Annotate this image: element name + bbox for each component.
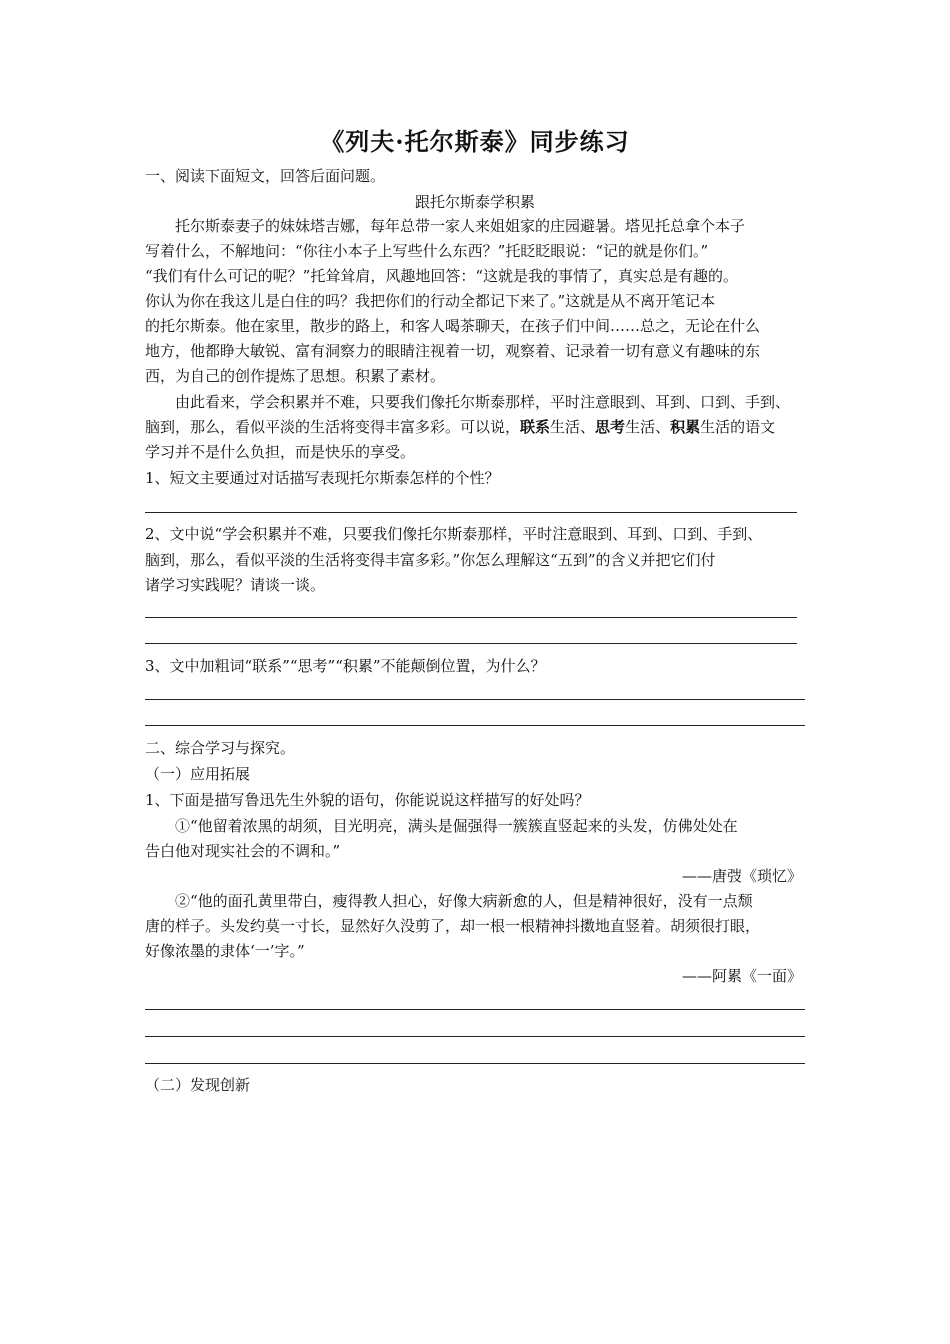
- question-1-section2: 1、下面是描写鲁迅先生外貌的语句，你能说说这样描写的好处吗？: [145, 791, 590, 809]
- question-2-line: 诸学习实践呢？请谈一谈。: [145, 576, 326, 594]
- passage-line: 托尔斯泰妻子的妹妹塔吉娜，每年总带一家人来姐姐家的庄园避暑。塔见托总拿个本子: [175, 217, 746, 235]
- quote-source: ——唐弢《琐忆》: [681, 867, 802, 885]
- answer-line[interactable]: [145, 1036, 805, 1037]
- passage-line: [145, 417, 775, 437]
- page-title: 《列夫·托尔斯泰》同步练习: [320, 127, 630, 156]
- answer-line[interactable]: [145, 725, 805, 726]
- answer-line[interactable]: [145, 512, 797, 513]
- bold-word-jilei: 积累: [670, 418, 701, 436]
- passage-line: 地方，他都睁大敏锐、富有洞察力的眼睛注视着一切，观察着、记录着一切有意义有趣味的东: [145, 342, 761, 360]
- passage-line: 西，为自己的创作提炼了思想。积累了素材。: [145, 367, 446, 385]
- passage-text: 生活的语文: [700, 418, 776, 436]
- answer-line[interactable]: [145, 1009, 805, 1010]
- passage-text: 生活、: [625, 418, 671, 436]
- answer-line[interactable]: [145, 699, 805, 700]
- answer-line[interactable]: [145, 1063, 805, 1064]
- bold-word-sikao: 思考: [595, 418, 626, 436]
- passage-line: 写着什么，不解地问：“你往小本子上写些什么东西？”托眨眨眼说：“记的就是你们。”: [145, 242, 709, 260]
- subsection-heading: （一）应用拓展: [145, 765, 251, 783]
- quote-line: 告白他对现实社会的不调和。”: [145, 842, 341, 860]
- passage-line: 由此看来，学会积累并不难，只要我们像托尔斯泰那样，平时注意眼到、耳到、口到、手到、: [175, 393, 791, 411]
- quote-source: ——阿累《一面》: [681, 967, 802, 985]
- quote-line: ①“他留着浓黑的胡须，目光明亮，满头是倔强得一簇簇直竖起来的头发，仿佛处处在: [175, 817, 738, 835]
- question-1: 1、短文主要通过对话描写表现托尔斯泰怎样的个性？: [145, 469, 500, 487]
- passage-line: 你认为你在我这儿是白住的吗？我把你们的行动全都记下来了。”这就是从不离开笔记本: [145, 292, 716, 310]
- question-2-line: 2、文中说“学会积累并不难，只要我们像托尔斯泰那样，平时注意眼到、耳到、口到、手到、: [145, 525, 763, 543]
- passage-line: 学习并不是什么负担，而是快乐的享受。: [145, 443, 416, 461]
- quote-line: ②“他的面孔黄里带白，瘦得教人担心，好像大病新愈的人，但是精神很好，没有一点颓: [175, 892, 753, 910]
- bold-word-lianxi: 联系: [520, 418, 551, 436]
- passage-text: 脑到，那么，看似平淡的生活将变得丰富多彩。可以说，: [145, 418, 521, 436]
- subsection-heading: （二）发现创新: [145, 1076, 251, 1094]
- question-3: 3、文中加粗词“联系”“思考”“积累”不能颠倒位置，为什么？: [145, 657, 546, 675]
- passage-text: 生活、: [550, 418, 596, 436]
- passage-line: “我们有什么可记的呢？”托耸耸肩，风趣地回答：“这就是我的事情了，真实总是有趣的。: [145, 267, 739, 285]
- question-2-line: 脑到，那么，看似平淡的生活将变得丰富多彩。”你怎么理解这“五到”的含义并把它们付: [145, 551, 716, 569]
- section2-heading: 二、综合学习与探究。: [145, 739, 296, 757]
- answer-line[interactable]: [145, 617, 797, 618]
- passage-title: 跟托尔斯泰学积累: [414, 193, 535, 211]
- passage-line: 的托尔斯泰。他在家里，散步的路上，和客人喝茶聊天，在孩子们中间……总之，无论在什么: [145, 317, 761, 335]
- quote-line: 唐的样子。头发约莫一寸长，显然好久没剪了，却一根一根精神抖擞地直竖着。胡须很打眼，: [145, 917, 761, 935]
- answer-line[interactable]: [145, 643, 797, 644]
- section1-heading: 一、阅读下面短文，回答后面问题。: [145, 167, 386, 185]
- quote-line: 好像浓墨的隶体‘一’字。”: [145, 942, 305, 960]
